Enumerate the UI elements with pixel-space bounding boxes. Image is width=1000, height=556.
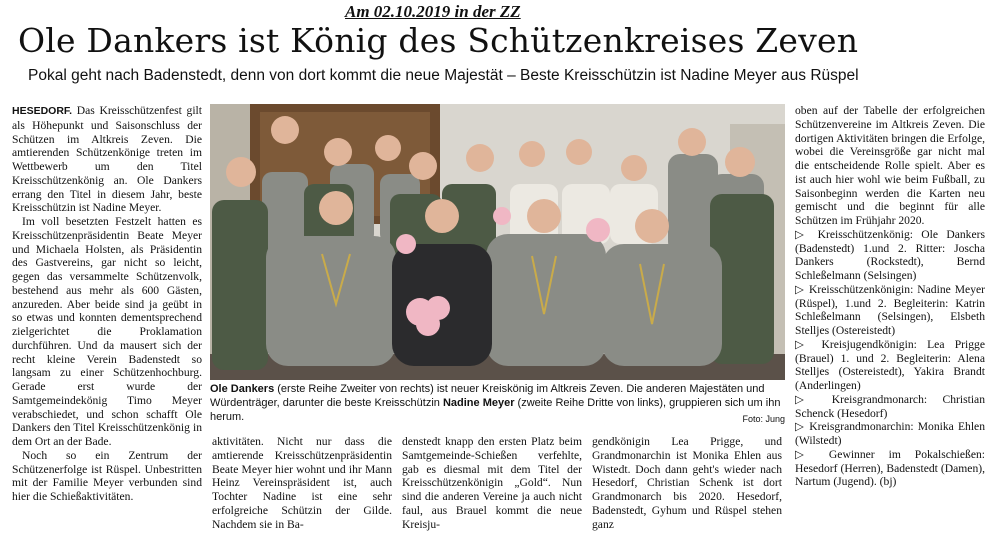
caption-text: (zweite Reihe Dritte von links), gruppieren sich um ihn herum.	[210, 397, 781, 423]
caption-name-highlight: Ole Dankers	[210, 383, 275, 395]
article-column-4	[592, 435, 782, 552]
article-paragraph	[12, 104, 202, 215]
article-paragraph: oben auf der Tabelle der erfolgreichen Schützenvereine im Altkreis Zeven. Die dortigen Aktivitäten bringen die Erfolge, wobei die Vereinsgröße gar nicht mal die entscheidende Rolle spielt. Aber es ist auch hier wohl wie beim Fußball, zu Saisonbeginn werden die Karten neu gemischt und die beginnt für alle Schützen im Frühjahr 2020.	[795, 104, 985, 227]
group-photo	[210, 104, 785, 380]
publication-dateline: Am 02.10.2019 in der ZZ	[345, 2, 521, 21]
article-paragraph: Noch so ein Zentrum der Schützenerfolge ist Rüspel. Unbestritten mit der Familie Meyer verbunden sind hier die Schießaktivitäten.	[12, 448, 202, 503]
article-headline: Ole Dankers ist König des Schützenkreises Zeven	[18, 21, 859, 60]
article-paragraph: Im voll besetzten Festzelt hatten es Kreisschützenpräsidentin Beate Meyer und Michaela Holsten, als Präsidentin des Gastvereins, gar nicht so leicht, gegen das versammelte Schützenvolk, bestehend aus mehr als 600 Gästen, anzureden. Aber beide sind ja geübt in so etwas und konnten dementsprechend zielgerichtet die Proklamation durchführen. Und da mausert sich der recht kleine Verein Badenstedt so langsam zu einer Schützenhochburg. Gerade erst wurde der Samtgemeindekönig Timo Meyer verabschiedet, und schon schafft Ole Dankers den Titel Kreisschützenkönig in dem Ort an der Bade.	[12, 215, 202, 448]
article-column-3	[402, 435, 582, 552]
winner-list-item: ▷ Kreisgrandmonarch: Christian Schenck (Hesedorf)	[795, 392, 985, 420]
caption-text: (erste Reihe Zweiter von rechts) ist neuer Kreiskönig im Altkreis Zeven. Die anderen Majestäten und Würdenträger, darunter die beste Kreisschützin	[210, 383, 765, 409]
article-paragraph: gendkönigin Lea Prigge, und Grandmonarchin ist Monika Ehlen aus Wistedt. Doch dann geht's wieder nach Hesedorf, Christian Schenk ist dort Grandmonarch bis 2020. Hesedorf, Badenstedt, Gyhum und Rüspel stehen ganz	[592, 435, 782, 531]
dateline-kicker: HESEDORF.	[12, 105, 73, 117]
article-paragraph: denstedt knapp den ersten Platz beim Samtgemeinde-Schießen verfehlte, gab es diesmal mit dem Titel der Kreisschützenkönigin „Gold“. Nun sind die anderen Vereine ja auch nicht faul, aus Brauel kommt die neue Kreisju-	[402, 435, 582, 531]
winner-list-item: ▷ Kreisschützenkönig: Ole Dankers (Badenstedt) 1.und 2. Ritter: Joscha Dankers (Rockstedt), Bernd Schleßelmann (Selsingen)	[795, 227, 985, 282]
article-column-5	[795, 104, 985, 552]
winner-list-item: ▷ Kreisgrandmonarchin: Monika Ehlen (Wilstedt)	[795, 420, 985, 447]
article-column-1	[12, 104, 202, 552]
winner-list-item: ▷ Gewinner im Pokalschießen: Hesedorf (Herren), Badenstedt (Damen), Nartum (Jugend). (bj)	[795, 447, 985, 489]
winner-list-item: ▷ Kreisschützenkönigin: Nadine Meyer (Rüspel), 1.und 2. Begleiterin: Katrin Schleßelmann (Selsingen), Elsbeth Stelljes (Ostereistedt)	[795, 282, 985, 337]
caption-name-highlight: Nadine Meyer	[442, 397, 515, 409]
article-subheadline: Pokal geht nach Badenstedt, denn von dort kommt die neue Majestät – Beste Kreisschützin ist Nadine Meyer aus Rüspel	[28, 67, 859, 84]
article-paragraph: aktivitäten. Nicht nur dass die amtierende Kreisschützenpräsidentin Beate Meyer hier wohnt und ihr Mann Heinz Vereinspräsident ist, auch Tochter Nadine ist eine sehr erfolgreiche Schützin der Gilde. Nachdem sie in Ba-	[212, 435, 392, 531]
article-column-2	[212, 435, 392, 552]
paragraph-text: Das Kreisschützenfest gilt als Höhepunkt und Saisonschluss der Schützen im Altkreis Zeven. Die amtierenden Schützenkönige treten im Wettbewerb um den Titel Kreisschützenkönig an. Ole Dankers errang den Titel in diesem Jahr, beste Kreisschützin ist Nadine Meyer.	[12, 104, 202, 215]
winner-list-item: ▷ Kreisjugendkönigin: Lea Prigge (Brauel) 1. und 2. Begleiterin: Alena Stelljes (Ostereistedt), Yakira Brandt (Anderlingen)	[795, 337, 985, 392]
photo-credit: Foto: Jung	[742, 414, 785, 424]
photo-caption	[210, 382, 785, 430]
